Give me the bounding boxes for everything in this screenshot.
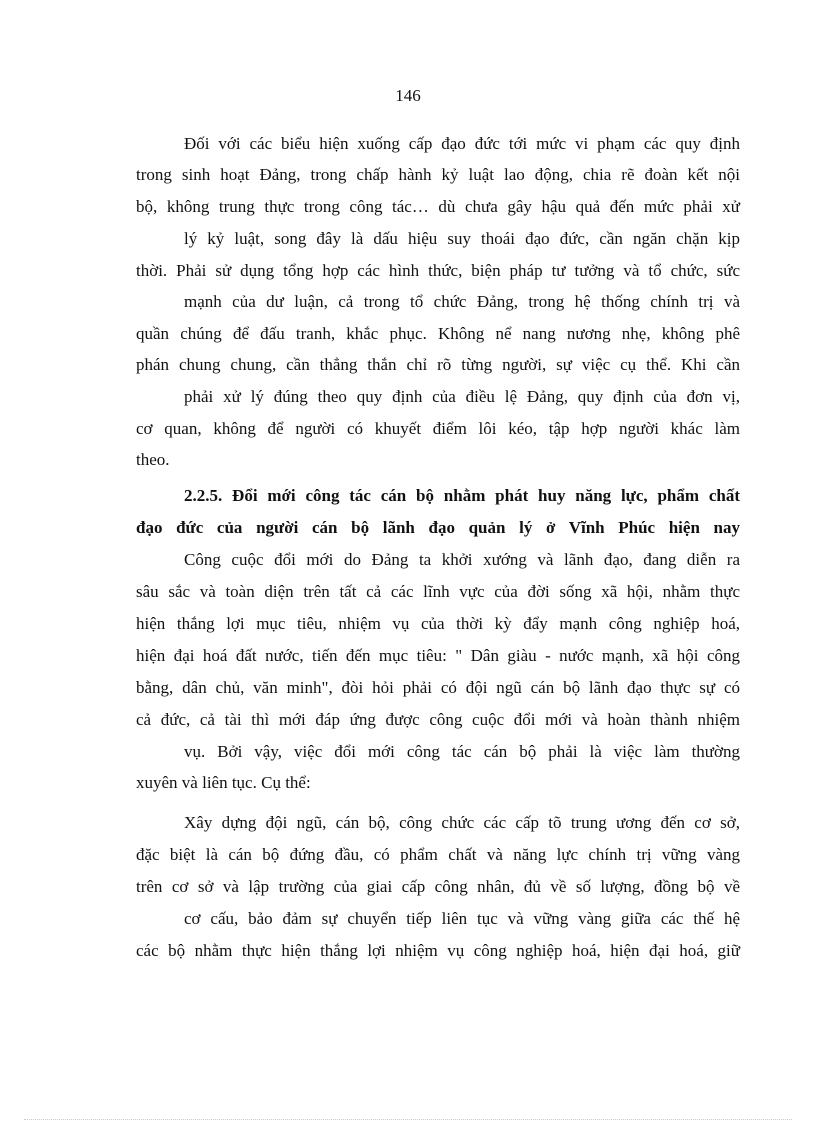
page-footer-divider [24, 1119, 792, 1120]
text-line: sâu sắc và toàn diện trên tất cả các lĩnh vực của đời sống xã hội, nhằm thực [136, 582, 740, 601]
text-line: lý kỷ luật, song đây là dấu hiệu suy thoái đạo đức, cần ngăn chặn kịp [184, 229, 740, 248]
text-line: quần chúng để đấu tranh, khắc phục. Không nể nang nương nhẹ, không phê [136, 324, 740, 343]
text-line: bằng, dân chủ, văn minh", đòi hỏi phải có đội ngũ cán bộ lãnh đạo thực sự có [136, 678, 740, 697]
section-heading: 2.2.5. Đổi mới công tác cán bộ nhằm phát huy năng lực, phẩm chất [184, 486, 740, 505]
text-line: hiện đại hoá đất nước, tiến đến mục tiêu: " Dân giàu - nước mạnh, xã hội công [136, 646, 740, 665]
text-line: vụ. Bởi vậy, việc đổi mới công tác cán bộ phải là việc làm thường [184, 742, 740, 761]
text-line: phán chung chung, cần thẳng thắn chỉ rõ từng người, sự việc cụ thể. Khi cần [136, 355, 740, 374]
text-line: hiện thắng lợi mục tiêu, nhiệm vụ của thời kỳ đẩy mạnh công nghiệp hoá, [136, 614, 740, 633]
text-line: phải xử lý đúng theo quy định của điều lệ Đảng, quy định của đơn vị, [184, 387, 740, 406]
text-line: thời. Phải sử dụng tổng hợp các hình thức, biện pháp tư tưởng và tổ chức, sức [136, 261, 740, 280]
text-line: đặc biệt là cán bộ đứng đầu, có phẩm chất và năng lực chính trị vững vàng [136, 845, 740, 864]
text-line: Xây dựng đội ngũ, cán bộ, công chức các cấp tõ trung ương đến cơ sở, [184, 813, 740, 832]
text-line: Đối với các biểu hiện xuống cấp đạo đức tới mức vi phạm các quy định [184, 134, 740, 153]
text-line: mạnh của dư luận, cả trong tổ chức Đảng, trong hệ thống chính trị và [184, 292, 740, 311]
text-line: cơ quan, không để người có khuyết điểm lôi kéo, tập hợp người khác làm [136, 419, 740, 438]
text-line: trong sinh hoạt Đảng, trong chấp hành kỷ luật lao động, chia rẽ đoàn kết nội [136, 165, 740, 184]
text-line: trên cơ sở và lập trường của giai cấp công nhân, đủ về số lượng, đồng bộ về [136, 877, 740, 896]
text-line: Công cuộc đổi mới do Đảng ta khởi xướng và lãnh đạo, đang diễn ra [184, 550, 740, 569]
text-line: các bộ nhằm thực hiện thắng lợi nhiệm vụ công nghiệp hoá, hiện đại hoá, giữ [136, 941, 740, 960]
text-line: xuyên và liên tục. Cụ thể: [136, 773, 311, 792]
section-heading: đạo đức của người cán bộ lãnh đạo quản lý ở Vĩnh Phúc hiện nay [136, 518, 740, 537]
text-line: bộ, không trung thực trong công tác… dù chưa gây hậu quả đến mức phải xử [136, 197, 740, 216]
text-line: theo. [136, 450, 170, 469]
text-line: cơ cấu, bảo đảm sự chuyển tiếp liên tục và vững vàng giữa các thế hệ [184, 909, 740, 928]
page-number: 146 [395, 86, 421, 105]
text-line: cả đức, cả tài thì mới đáp ứng được công cuộc đổi mới và hoàn thành nhiệm [136, 710, 740, 729]
